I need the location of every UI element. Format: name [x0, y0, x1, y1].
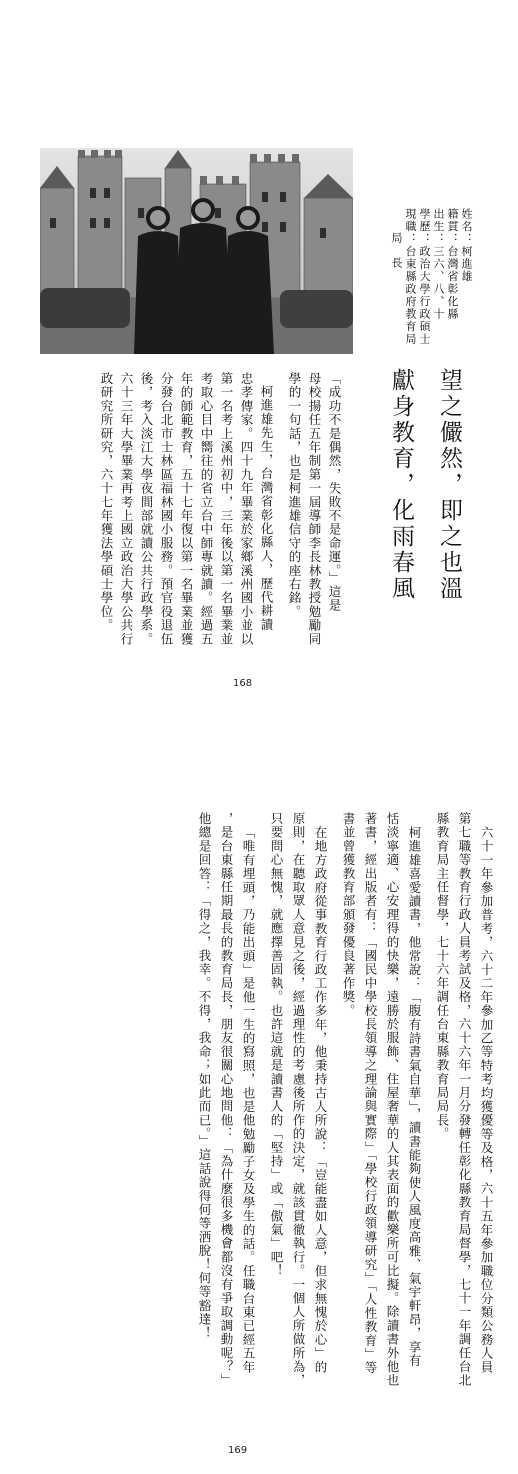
body-column: 忠孝傳家。四十九年畢業於家鄉溪州國小並以 — [239, 372, 254, 646]
body-column: 只要問心無愧，就應擇善固執。也許這就是讀書人的「堅持」或「傲氣」吧！ — [269, 812, 284, 1278]
body-column: 在地方政府從事教育行政工作多年，他秉持古人所說：「豈能盡如人意，但求無愧於心」的 — [313, 826, 328, 1374]
body-column: 母校揚任五年制第一屆導師李長林教授勉勵同 — [307, 372, 322, 646]
title-line: 望之儼然，即之也溫 — [436, 368, 462, 602]
page-168-body — [40, 372, 342, 646]
body-column: 「成功不是偶然，失敗不是命運。」這是 — [327, 372, 342, 613]
profile-info — [384, 208, 472, 348]
portrait-photo — [40, 148, 353, 354]
profile-line: 籍貫：台灣省彰化縣 — [446, 208, 459, 321]
body-column: 恬淡寧適、心安理得的快樂，遠勝於服飾、住屋奢華的人其表面的歡樂所可比擬。除讀書外他也 — [385, 812, 400, 1388]
body-column: 考取心目中嚮往的省立台中師專就讀。經過五 — [199, 372, 214, 646]
body-column: 柯進雄喜愛讀書，他常說：「腹有詩書氣自華」，讀書能夠使人風度高雅、氣宇軒昂，享有 — [407, 826, 422, 1368]
profile-line: 局 長 — [390, 232, 403, 270]
body-column: 六十一年參加普考，六十二年參加乙等特考均獲優等及格，六十五年參加職位分類公務人員 — [479, 826, 494, 1374]
page-number: 168 — [233, 678, 253, 689]
body-column: 著書，經出版者有：「國民中學校長領導之理論與實際」「學校行政領導研究」「人性教育」等 — [363, 812, 378, 1375]
profile-line: 出生：三六、八、十 — [432, 208, 445, 321]
body-column: 縣教育局主任督學，七十六年調任台東縣教育局局長。 — [435, 812, 450, 1141]
title-line: 獻身教育，化雨春風 — [388, 368, 414, 602]
body-column: 第七職等教育行政人員考試及格，六十六年一月分發轉任彰化縣教育局督學，七十一年調任台北 — [457, 812, 472, 1388]
body-column: 「唯有埋頭，乃能出頭」是他一生的寫照，也是他勉勵子女及學生的話。任職台東已經五年 — [241, 826, 256, 1374]
body-column: 書並曾獲教育部頒發優良著作獎。 — [341, 812, 356, 1018]
body-column: 學的一句話，也是柯進雄信守的座右銘。 — [287, 372, 302, 619]
body-column: 原則，在聽取眾人意見之後，經過理性的考慮後所作的決定，就該貫徹執行。一個人所做所為， — [291, 812, 306, 1388]
page-169-body — [110, 812, 494, 1388]
body-column: 柯進雄先生，台灣省彰化縣人，歷代耕讀 — [259, 385, 274, 632]
body-column: 六十三年大學畢業再考上國立政治大學公共行 — [119, 372, 134, 646]
page-number: 169 — [228, 1445, 248, 1456]
body-column: ，是台東縣任期最長的教育局長，朋友很關心地問他：「為什麼很多機會都沒有爭取調動呢？」 — [219, 812, 234, 1388]
profile-line: 學歷：政治大學行政碩士 — [418, 208, 431, 346]
body-column: 第一名考上溪州初中，三年後以第一名畢業並 — [219, 372, 234, 646]
article-title — [360, 368, 470, 608]
body-column: 後，考入淡江大學夜間部就讀公共行政學系。 — [139, 372, 154, 646]
body-column: 他總是回答：「得之，我幸。不得，我命；如此而已。」這話說得何等洒脫！何等豁達！ — [197, 812, 212, 1341]
body-column: 年的師範教育，五十七年復以第一名畢業並獲 — [179, 372, 194, 646]
profile-line: 現職：台東縣政府教育局 — [404, 208, 417, 346]
body-column: 分發台北市士林區福林國小服務。預官役退伍 — [159, 372, 174, 646]
profile-line: 姓名：柯進雄 — [460, 208, 473, 283]
body-column: 政研究所研究，六十七年獲法學碩士學位。 — [99, 372, 114, 633]
